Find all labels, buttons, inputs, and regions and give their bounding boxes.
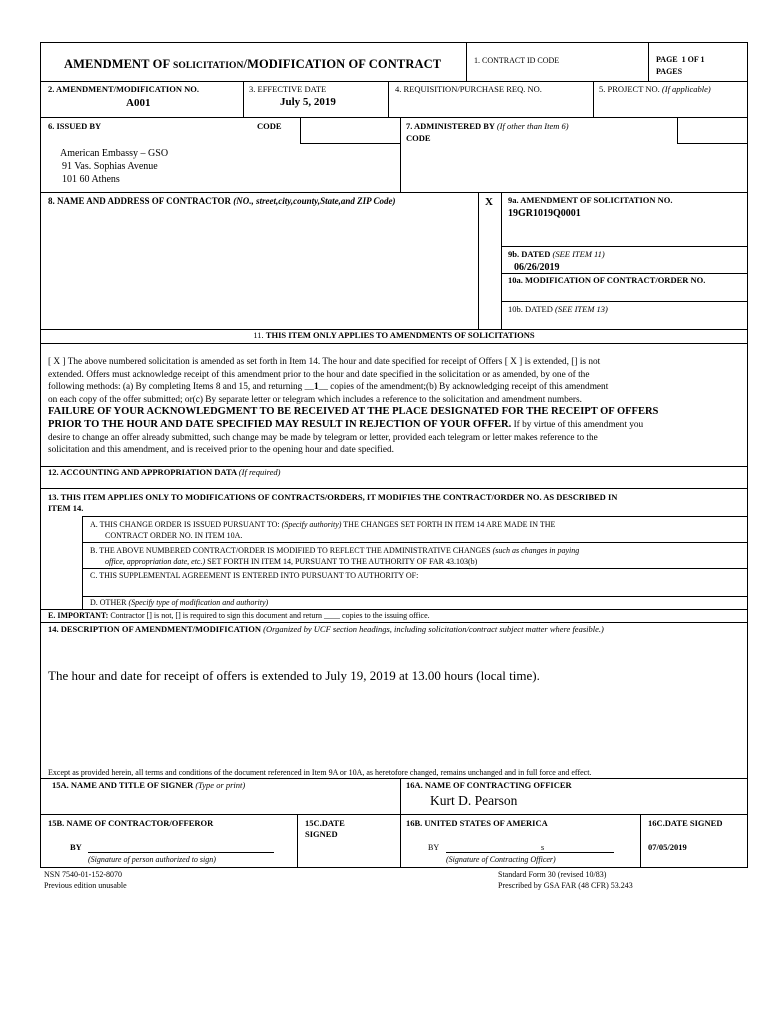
item10b-label: 10b. DATED (SEE ITEM 13) <box>508 304 608 314</box>
item11-line-3: following methods: (a) By completing Items 8 and 15, and returning __1__ copies of the amendment;(b) By acknowledging receipt of this amendment <box>48 382 609 393</box>
item16b-label: 16B. UNITED STATES OF AMERICA <box>406 818 548 828</box>
page-count: PAGE 1 OF 1 <box>656 55 705 64</box>
administered-by-label: 7. ADMINISTERED BY (If other than Item 6) <box>406 121 569 131</box>
row4-check-div <box>478 193 479 329</box>
item16c-label: 16C.DATE SIGNED <box>648 818 723 828</box>
item15b-signature-line[interactable] <box>88 841 274 853</box>
item10a-row <box>501 273 748 274</box>
effective-date-label: 3. EFFECTIVE DATE <box>249 84 327 94</box>
item13-c-row <box>82 568 748 569</box>
footer-nsn: NSN 7540-01-152-8070 <box>44 870 122 879</box>
issued-by-line-3: 101 60 Athens <box>62 174 120 185</box>
requisition-label: 4. REQUISITION/PURCHASE REQ. NO. <box>395 84 542 94</box>
item13-a-row <box>82 516 748 517</box>
row2-div2 <box>388 82 389 118</box>
row2-div3 <box>593 82 594 118</box>
item14-except-line: Except as provided herein, all terms and conditions of the document referenced in Item 9A or 10A, as heretofore changed, remains unchanged and in full force and effect. <box>48 768 592 777</box>
item14-label: 14. DESCRIPTION OF AMENDMENT/MODIFICATION (Organized by UCF section headings, including solicitation/contract subject matter where feasible.) <box>48 624 604 634</box>
effective-date-value: July 5, 2019 <box>280 96 336 108</box>
footer-standard-form: Standard Form 30 (revised 10/83) <box>498 870 607 879</box>
footer-prescribed: Prescribed by GSA FAR (48 CFR) 53.243 <box>498 881 633 890</box>
item11-line-7: solicitation and this amendment, and is received prior to the opening hour and date specified. <box>48 445 394 456</box>
issued-by-label: 6. ISSUED BY <box>48 121 102 131</box>
amendment-no-value: A001 <box>126 97 151 109</box>
item13-d: D. OTHER (Specify type of modification and authority) <box>90 598 269 607</box>
footer-prev-edition: Previous edition unusable <box>44 881 127 890</box>
item15a-label: 15A. NAME AND TITLE OF SIGNER (Type or print) <box>52 780 246 790</box>
item10b-row <box>501 301 748 302</box>
row4-item9-div <box>501 193 502 329</box>
item12-label: 12. ACCOUNTING AND APPROPRIATION DATA (If required) <box>48 467 281 477</box>
row3-div <box>400 118 401 193</box>
row2-div1 <box>243 82 244 118</box>
item10a-label: 10a. MODIFICATION OF CONTRACT/ORDER NO. <box>508 275 706 285</box>
item11-line-1: [ X ] The above numbered solicitation is amended as set forth in Item 14. The hour and date specified for receipt of Offers [ X ] is extended, [] is not <box>48 357 601 367</box>
contract-id-label: 1. CONTRACT ID CODE <box>474 56 560 65</box>
item9a-label: 9a. AMENDMENT OF SOLICITATION NO. <box>508 195 673 205</box>
row16c-div <box>640 814 641 868</box>
item11-warning-1: FAILURE OF YOUR ACKNOWLEDGMENT TO BE RECEIVED AT THE PLACE DESIGNATED FOR THE RECEIPT OF OFFERS <box>48 406 659 418</box>
row15b <box>40 814 748 815</box>
item15c-label-2: SIGNED <box>305 829 338 839</box>
item11-line-4: on each copy of the offer submitted; or(c) By separate letter or telegram which includes a reference to the solicitation and amendment numbers. <box>48 394 582 405</box>
item9b-value: 06/26/2019 <box>514 262 560 273</box>
project-no-label: 5. PROJECT NO. (If applicable) <box>599 84 711 94</box>
issued-by-code-box <box>300 118 400 144</box>
item13-c: C. THIS SUPPLEMENTAL AGREEMENT IS ENTERED INTO PURSUANT TO AUTHORITY OF: <box>90 571 419 580</box>
item13-a: A. THIS CHANGE ORDER IS ISSUED PURSUANT TO: (Specify authority) THE CHANGES SET FORTH IN ITEM 14 ARE MADE IN THE CONTRACT ORDER NO. IN ITEM 10A. <box>90 520 556 540</box>
item11-line-6: desire to change an offer already submitted, such change may be made by telegram or letter, provided each telegram or letter makes reference to the <box>48 432 598 443</box>
item15b-by: BY <box>70 842 82 852</box>
row15a-div <box>400 778 401 868</box>
item16b-signature-mark: s <box>541 843 545 852</box>
issued-by-code-label: CODE <box>257 121 282 131</box>
issued-by-line-2: 91 Vas. Sophias Avenue <box>62 161 158 172</box>
form-title: AMENDMENT OF SOLICITATION/MODIFICATION OF CONTRACT <box>64 57 442 71</box>
item13-heading-2: ITEM 14. <box>48 503 84 513</box>
item16a-label: 16A. NAME OF CONTRACTING OFFICER <box>406 780 572 790</box>
item15b-label: 15B. NAME OF CONTRACTOR/OFFEROR <box>48 818 214 828</box>
item9a-value: 19GR1019Q0001 <box>508 208 581 219</box>
item11-line-2: extended. Offers must acknowledge receipt of this amendment prior to the hour and date specified in the solicitation or as amended, by one of the <box>48 369 590 380</box>
important-text: E. IMPORTANT: Contractor [] is not, [] is required to sign this document and return ____ copies to the issuing office. <box>48 611 430 620</box>
contract-id-cell <box>466 42 467 82</box>
item11-warning-2: PRIOR TO THE HOUR AND DATE SPECIFIED MAY RESULT IN REJECTION OF YOUR OFFER. If by virtue of this amendment you <box>48 418 644 430</box>
solicitation-check-mark: X <box>485 196 493 208</box>
item15b-signature-note: (Signature of person authorized to sign) <box>88 855 216 864</box>
administered-code-label: CODE <box>406 133 431 143</box>
pages-label: PAGES <box>656 67 683 76</box>
item13-b-row <box>82 542 748 543</box>
item11-heading: 11. THIS ITEM ONLY APPLIES TO AMENDMENTS OF SOLICITATIONS <box>253 330 535 340</box>
item9b-row <box>501 246 748 247</box>
item16c-value: 07/05/2019 <box>648 842 687 852</box>
issued-by-line-1: American Embassy – GSO <box>60 148 169 159</box>
item16b-signature-note: (Signature of Contracting Officer) <box>446 855 556 864</box>
item11-body <box>48 356 744 457</box>
administered-code-box <box>677 118 748 144</box>
item13-heading-1: 13. THIS ITEM APPLIES ONLY TO MODIFICATIONS OF CONTRACTS/ORDERS, IT MODIFIES THE CONTRACT/ORDER NO. AS DESCRIBED IN <box>48 492 618 502</box>
item13-b: B. THE ABOVE NUMBERED CONTRACT/ORDER IS MODIFIED TO REFLECT THE ADMINISTRATIVE CHANGES (such as changes in paying office, appropriation date, etc.) SET FORTH IN ITEM 14, PURSUANT TO THE AUTHORITY OF FAR 43.103(b) <box>90 546 580 566</box>
amendment-no-label: 2. AMENDMENT/MODIFICATION NO. <box>48 84 199 94</box>
row15a <box>40 778 748 779</box>
item16a-value: Kurt D. Pearson <box>430 793 518 808</box>
item16b-by: BY <box>428 843 440 852</box>
contractor-label: 8. NAME AND ADDRESS OF CONTRACTOR (NO., street,city,county,State,and ZIP Code) <box>48 196 396 206</box>
page-cell-divider <box>648 42 649 82</box>
item16b-signature-line[interactable] <box>446 841 614 853</box>
item15c-label-1: 15C.DATE <box>305 818 345 828</box>
item14-body: The hour and date for receipt of offers is extended to July 19, 2019 at 13.00 hours (local time). <box>48 668 540 683</box>
item9b-label: 9b. DATED (SEE ITEM 11) <box>508 249 605 259</box>
item13-d-row <box>82 596 748 597</box>
row15c-div <box>297 814 298 868</box>
